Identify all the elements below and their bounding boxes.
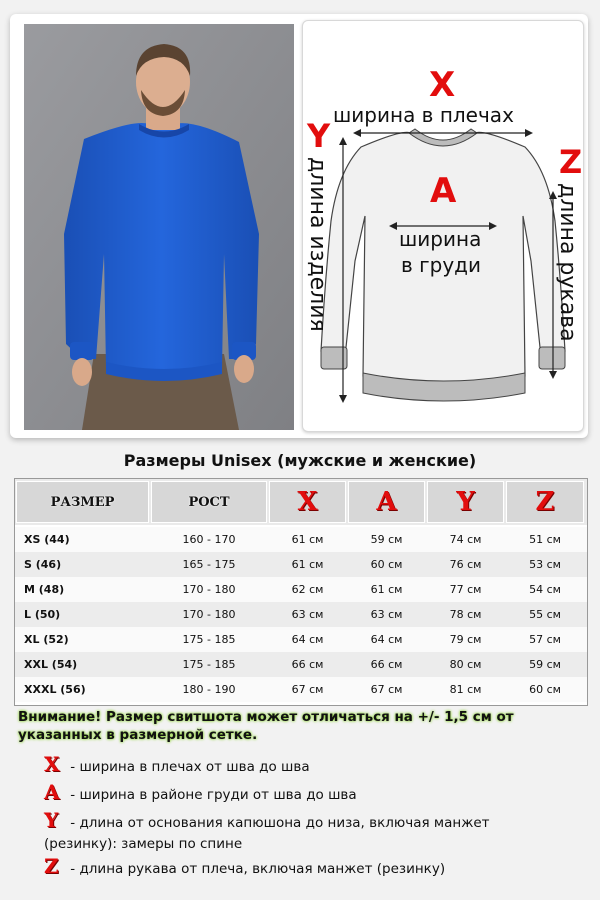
cell-y: 77 см [449, 583, 482, 596]
cell-x: 63 см [291, 608, 324, 621]
legend-item-a [44, 782, 584, 806]
cell-y: 80 см [449, 658, 482, 671]
cell-z: 53 см [529, 558, 561, 571]
legend-text-a: - ширина в районе груди от шва до шва [66, 787, 357, 803]
cell-y: 76 см [449, 558, 482, 571]
table-row [15, 652, 587, 677]
product-card [10, 14, 588, 438]
cell-z: 54 см [529, 583, 561, 596]
legend-text-x: - ширина в плечах от шва до шва [66, 759, 310, 775]
legend-letter-x: X [44, 752, 60, 776]
table-header [15, 479, 587, 525]
cell-z: 57 см [529, 633, 561, 646]
size-chart-title: Размеры Unisex (мужские и женские) [123, 451, 477, 470]
legend-item-x [44, 754, 584, 778]
a-label-line2: в груди [401, 253, 482, 277]
table-row [15, 527, 587, 552]
a-label-line1: ширина [399, 227, 482, 251]
legend-letter-a: A [44, 780, 60, 804]
cell-x: 62 см [291, 583, 324, 596]
cell-y: 81 см [449, 683, 482, 696]
cell-a: 66 см [370, 658, 403, 671]
cell-z: 55 см [529, 608, 561, 621]
cell-y: 78 см [449, 608, 482, 621]
warning-line2: указанных в размерной сетке. [18, 727, 258, 743]
cell-a: 61 см [370, 583, 403, 596]
header-z: Z [506, 481, 584, 523]
cell-z: 51 см [529, 533, 561, 546]
cell-y: 79 см [449, 633, 482, 646]
table-row [15, 552, 587, 577]
cell-size: M (48) [24, 583, 65, 596]
cell-x: 61 см [291, 558, 324, 571]
table-row [15, 677, 587, 702]
z-label: длина рукава [555, 183, 580, 342]
header-size: РАЗМЕР [16, 481, 149, 523]
warning-line1: Внимание! Размер свитшота может отличаться на +/- 1,5 см от [18, 709, 514, 725]
header-height: РОСТ [151, 481, 267, 523]
x-letter: X [429, 65, 456, 105]
cell-height: 170 - 180 [182, 583, 236, 596]
legend-text-y-cont: (резинку): замеры по спине [44, 836, 243, 852]
header-x: X [269, 481, 346, 523]
header-a: A [348, 481, 425, 523]
cell-a: 63 см [370, 608, 403, 621]
model-photo [24, 24, 294, 430]
cell-a: 64 см [370, 633, 403, 646]
cell-height: 180 - 190 [182, 683, 236, 696]
cell-height: 160 - 170 [182, 533, 236, 546]
cell-a: 60 см [370, 558, 403, 571]
cell-x: 64 см [291, 633, 324, 646]
z-letter: Z [559, 143, 583, 181]
legend-text-z: - длина рукава от плеча, включая манжет (резинку) [66, 861, 446, 877]
legend-letter-z: Z [44, 854, 59, 878]
cell-size: XXL (54) [24, 658, 78, 671]
cell-height: 175 - 185 [182, 658, 236, 671]
measurement-diagram [302, 20, 584, 432]
cell-a: 67 см [370, 683, 403, 696]
cell-z: 59 см [529, 658, 561, 671]
cell-height: 165 - 175 [182, 558, 236, 571]
size-warning [18, 708, 588, 744]
legend-item-z [44, 856, 584, 880]
y-letter: Y [307, 117, 331, 155]
cell-x: 61 см [291, 533, 324, 546]
cell-size: S (46) [24, 558, 62, 571]
cell-height: 170 - 180 [182, 608, 236, 621]
table-row [15, 577, 587, 602]
cell-a: 59 см [370, 533, 403, 546]
cell-x: 67 см [291, 683, 324, 696]
table-row [15, 602, 587, 627]
cell-size: XL (52) [24, 633, 69, 646]
cell-size: XXXL (56) [24, 683, 86, 696]
table-row [15, 627, 587, 652]
model-illustration [24, 24, 294, 430]
x-label: ширина в плечах [333, 103, 514, 127]
header-y: Y [427, 481, 504, 523]
y-label: длина изделия [305, 157, 330, 332]
legend-letter-y: Y [44, 808, 59, 832]
cell-x: 66 см [291, 658, 324, 671]
legend-item-y [44, 810, 584, 855]
a-letter: A [430, 171, 457, 211]
cell-size: L (50) [24, 608, 61, 621]
table-body [15, 527, 587, 702]
cell-y: 74 см [449, 533, 482, 546]
size-table [14, 478, 588, 706]
legend-text-y: - длина от основания капюшона до низа, включая манжет [66, 815, 490, 831]
cell-z: 60 см [529, 683, 561, 696]
cell-height: 175 - 185 [182, 633, 236, 646]
cell-size: XS (44) [24, 533, 70, 546]
